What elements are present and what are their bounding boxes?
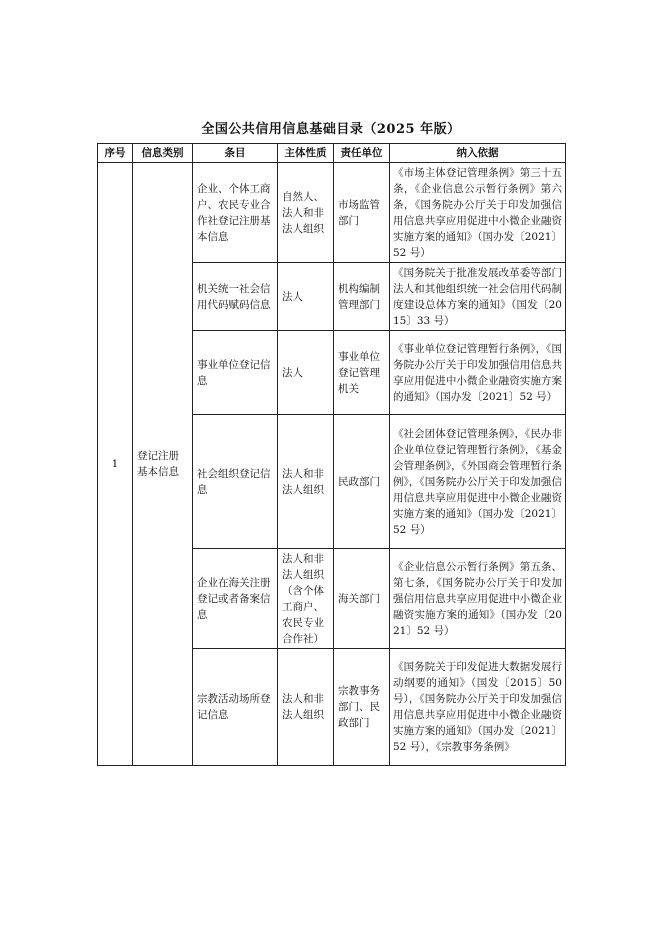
row-item: 机关统一社会信用代码赋码信息 — [193, 263, 278, 331]
row-nature: 法人 — [278, 331, 334, 415]
row-basis: 《事业单位登记管理暂行条例》，《国务院办公厅关于印发加强信用信息共享应用促进中小微企业融资实施方案的通知》（国办发〔2021〕52 号） — [390, 331, 566, 415]
row-basis: 《国务院关于印发促进大数据发展行动纲要的通知》（国发〔2015〕50 号），《国务院办公厅关于印发加强信用信息共享应用促进中小微企业融资实施方案的通知》（国办发〔2021〕52 号），《宗教事务条例》 — [390, 649, 566, 766]
row-nature: 法人 — [278, 263, 334, 331]
row-unit: 机构编制管理部门 — [334, 263, 390, 331]
row-unit: 市场监管部门 — [334, 163, 390, 263]
header-nature: 主体性质 — [278, 144, 334, 163]
row-unit: 宗教事务部门、民政部门 — [334, 649, 390, 766]
row-basis: 《企业信息公示暂行条例》第五条、第七条，《国务院办公厅关于印发加强信用信息共享应用促进中小微企业融资实施方案的通知》（国办发〔2021〕52 号） — [390, 549, 566, 649]
row-unit: 民政部门 — [334, 415, 390, 549]
row-nature: 法人和非法人组织（含个体工商户、农民专业合作社） — [278, 549, 334, 649]
document-title: 全国公共信用信息基础目录（2025 年版） — [201, 122, 461, 137]
table-row — [98, 163, 566, 263]
group-index: 1 — [98, 163, 133, 766]
row-basis: 《社会团体登记管理条例》，《民办非企业单位登记管理暂行条例》，《基金会管理条例》，《外国商会管理暂行条例》，《国务院办公厅关于印发加强信用信息共享应用促进中小微企业融资实施方案的通知》（国办发〔2021〕52 号） — [390, 415, 566, 549]
header-unit: 责任单位 — [334, 144, 390, 163]
header-basis: 纳入依据 — [390, 144, 566, 163]
row-basis: 《市场主体登记管理条例》第三十五条，《企业信息公示暂行条例》第六条，《国务院办公厅关于印发加强信用信息共享应用促进中小微企业融资实施方案的通知》（国办发〔2021〕52 号） — [390, 163, 566, 263]
row-nature: 法人和非法人组织 — [278, 415, 334, 549]
table-header-row — [98, 144, 566, 163]
row-item: 事业单位登记信息 — [193, 331, 278, 415]
header-category: 信息类别 — [133, 144, 193, 163]
row-item: 企业在海关注册登记或者备案信息 — [193, 549, 278, 649]
row-item: 宗教活动场所登记信息 — [193, 649, 278, 766]
row-basis: 《国务院关于批准发展改革委等部门法人和其他组织统一社会信用代码制度建设总体方案的通知》（国发〔2015〕33 号） — [390, 263, 566, 331]
group-category: 登记注册基本信息 — [133, 163, 193, 766]
row-item: 社会组织登记信息 — [193, 415, 278, 549]
row-nature: 自然人、法人和非法人组织 — [278, 163, 334, 263]
header-index: 序号 — [98, 144, 133, 163]
row-unit: 事业单位登记管理机关 — [334, 331, 390, 415]
row-nature: 法人和非法人组织 — [278, 649, 334, 766]
row-item: 企业、个体工商户、农民专业合作社登记注册基本信息 — [193, 163, 278, 263]
row-unit: 海关部门 — [334, 549, 390, 649]
header-item: 条目 — [193, 144, 278, 163]
catalog-table — [97, 143, 566, 766]
